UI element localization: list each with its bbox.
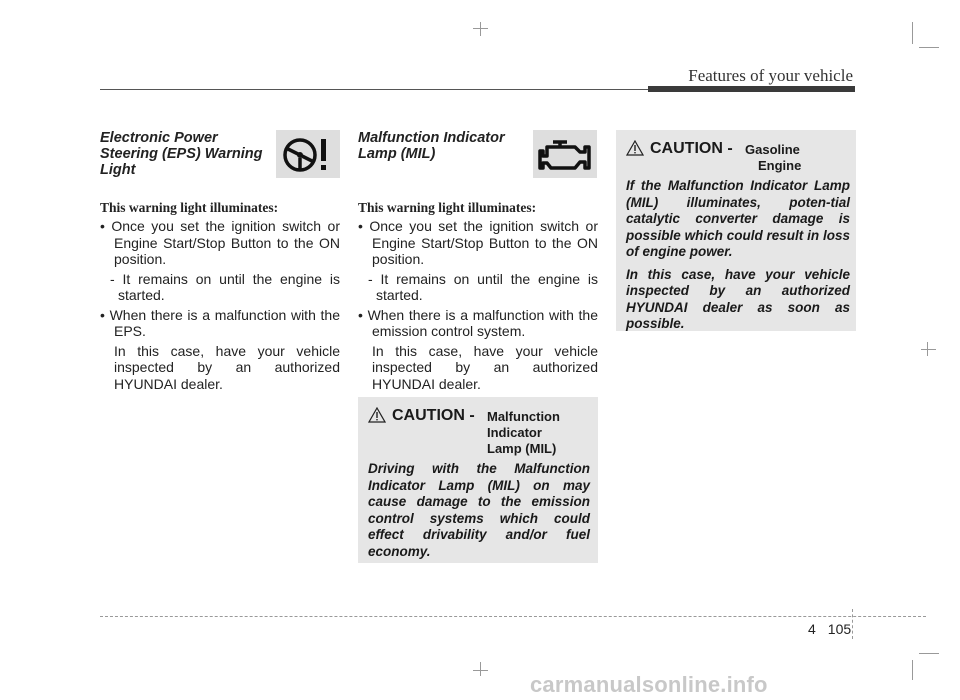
footer-rule bbox=[100, 616, 926, 617]
mil-title-line-2: Lamp (MIL) bbox=[358, 146, 436, 162]
eps-title-line-2: Steering (EPS) Warning bbox=[100, 146, 263, 162]
caution-box-gasoline bbox=[616, 130, 856, 331]
header-rule bbox=[100, 89, 648, 90]
caution-mil-sub-2: Indicator bbox=[487, 425, 542, 440]
crop-mark-bottom-right-v bbox=[912, 660, 913, 680]
page-number-value: 105 bbox=[827, 621, 852, 637]
eps-warning-icon-box bbox=[276, 130, 340, 178]
caution-gas-sub-2: Engine bbox=[758, 158, 802, 173]
header-rule-accent bbox=[648, 86, 855, 92]
caution-gas-subject bbox=[745, 142, 801, 174]
section-number: 4 bbox=[808, 621, 816, 637]
crop-mark-bottom-center-v bbox=[480, 662, 481, 676]
eps-bullet-1: • Once you set the ignition switch or Engine Start/Stop Button to the ON position. bbox=[100, 218, 340, 267]
eps-section-title bbox=[100, 130, 275, 178]
warning-triangle-icon bbox=[368, 407, 386, 423]
mil-body bbox=[358, 218, 598, 392]
watermark: carmanualsonline.info bbox=[530, 672, 768, 697]
caution-gas-sub-1: Gasoline bbox=[745, 142, 800, 157]
engine-icon bbox=[533, 130, 597, 178]
footer-page-separator bbox=[852, 609, 853, 639]
crop-mark-top-center-h bbox=[473, 28, 488, 29]
crop-mark-bottom-right-h bbox=[919, 653, 939, 654]
eps-note: In this case, have your vehicle inspected by an authorized HYUNDAI dealer. bbox=[114, 342, 340, 392]
crop-mark-top-center-v bbox=[480, 22, 481, 36]
eps-sub-1: - It remains on until the engine is started. bbox=[110, 270, 340, 303]
caution-mil-subject bbox=[487, 409, 560, 457]
mil-bullet-2: • When there is a malfunction with the emission control system. bbox=[358, 306, 599, 339]
mil-lead-text: This warning light illuminates: bbox=[358, 200, 537, 215]
page-number bbox=[808, 621, 851, 637]
caution-mil-sub-3: Lamp (MIL) bbox=[487, 441, 557, 456]
caution-mil-label: CAUTION - bbox=[392, 407, 475, 424]
caution-gas-body bbox=[626, 178, 850, 339]
mil-warning-icon-box bbox=[533, 130, 597, 178]
mil-sub-1: - It remains on until the engine is started. bbox=[368, 270, 598, 303]
caution-mil-sub-1: Malfunction bbox=[487, 409, 560, 424]
eps-title-line-1: Electronic Power bbox=[100, 130, 218, 146]
caution-gas-label: CAUTION - bbox=[650, 140, 733, 157]
crop-mark-bottom-center-h bbox=[473, 670, 488, 671]
mil-bullet-1: • Once you set the ignition switch or Engine Start/Stop Button to the ON position. bbox=[358, 218, 598, 267]
crop-mark-top-right-v bbox=[912, 22, 913, 44]
mil-section-title bbox=[358, 130, 528, 162]
warning-triangle-icon bbox=[626, 140, 644, 156]
steering-wheel-exclamation-icon bbox=[276, 130, 340, 178]
caution-mil-body: Driving with the Malfunction Indicator Lamp (MIL) on may cause damage to the emission control systems which could effect drivability and/or fuel economy. bbox=[368, 461, 590, 559]
eps-lead-text: This warning light illuminates: bbox=[100, 200, 279, 215]
caution-box-mil bbox=[358, 397, 598, 563]
page-header-title: Features of your vehicle bbox=[688, 66, 853, 85]
caution-gas-body-2: In this case, have your vehicle inspected by an authorized HYUNDAI dealer as soon as possible. bbox=[626, 266, 850, 331]
crop-mark-top-right-h bbox=[919, 47, 939, 48]
caution-gas-body-1: If the Malfunction Indicator Lamp (MIL) illuminates, poten-tial catalytic converter damage is possible which could result in loss of engine power. bbox=[626, 178, 850, 259]
eps-body bbox=[100, 218, 340, 392]
mil-note: In this case, have your vehicle inspected by an authorized HYUNDAI dealer. bbox=[372, 342, 598, 392]
crop-mark-right-center-h bbox=[921, 349, 936, 350]
eps-bullet-2: • When there is a malfunction with the EPS. bbox=[100, 306, 341, 339]
eps-title-line-3: Light bbox=[100, 162, 136, 178]
mil-title-line-1: Malfunction Indicator bbox=[358, 130, 505, 146]
